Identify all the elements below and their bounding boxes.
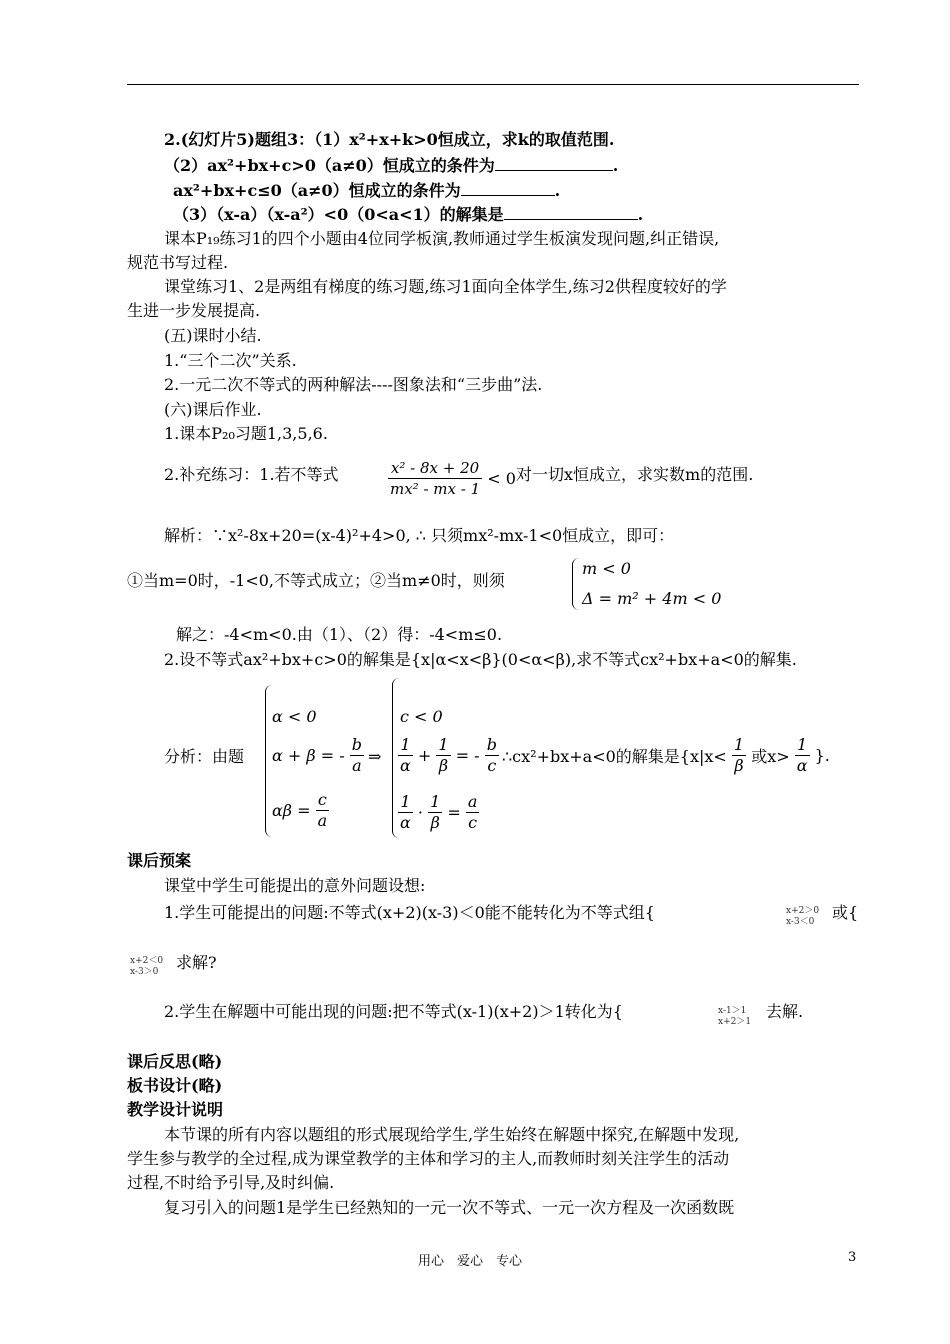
inequality-relation: < 0	[487, 469, 516, 488]
blank-1	[495, 154, 613, 171]
homework-item-1: 1.课本P₂₀习题1,3,5,6.	[164, 424, 328, 443]
case-line: ①当m=0时，-1<0,不等式成立；②当m≠0时，则须	[127, 571, 505, 590]
case-condition-1: m < 0	[582, 559, 631, 578]
fraction-numerator: x² - 8x + 20	[388, 458, 482, 479]
summary-item-1: 1.“三个二次”关系.	[164, 351, 297, 370]
small-system: x+2＞0 x-3＜0	[786, 906, 820, 927]
inequality-fraction	[388, 458, 516, 499]
system-1-row-3: αβ = $\frac{c}{a}$	[272, 790, 328, 830]
page-number: 3	[848, 1250, 857, 1265]
solution-set-line: （3）（x-a）（x-a²）<0（0<a<1）的解集是 .	[173, 205, 644, 224]
case-condition-2: Δ = m² + 4m < 0	[582, 589, 722, 608]
paragraph-line: 本节课的所有内容以题组的形式展现给学生,学生始终在解题中探究,在解题中发现,	[164, 1125, 740, 1144]
paragraph-line: 课堂练习1、2是两组有梯度的练习题,练习1面向全体学生,练习2供程度较好的学	[164, 277, 727, 296]
problem-group-3: 2.(幻灯片5)题组3：（1）x²+x+k>0恒成立，求k的取值范围.	[164, 130, 615, 149]
plan-item-1-end: 求解?	[176, 953, 217, 972]
solution-line: 解之：-4<m<0.由（1）、（2）得：-4<m≤0.	[176, 625, 503, 644]
solution-set-statement: ∴cx²+bx+a<0的解集是{x|x< $\frac{1}{\beta}$ 或x> $\frac{1}{\alpha}$ }.	[502, 735, 830, 775]
plan-item-1-or: 或{	[832, 903, 859, 922]
fraction-denominator: mx² - mx - 1	[390, 480, 481, 498]
paragraph-line: 学生参与教学的全过程,成为课堂教学的主体和学习的主人,而教师时刻关注学生的活动	[127, 1149, 730, 1168]
header-rule	[127, 84, 859, 85]
implies-arrow: ⇒	[368, 747, 382, 766]
plan-intro: 课堂中学生可能提出的意外问题设想:	[164, 876, 426, 895]
section-5-heading: (五)课时小结.	[164, 326, 262, 345]
small-system: x-1＞1 x+2＞1	[718, 1006, 752, 1027]
condition-line-2: ax²+bx+c≤0（a≠0）恒成立的条件为 .	[173, 181, 561, 200]
problem-2: 2.设不等式ax²+bx+c>0的解集是{x|α<x<β}(0<α<β),求不等式cx²+bx+a<0的解集.	[164, 650, 797, 669]
heading-post-class-plan: 课后预案	[127, 851, 192, 870]
system-2-row-2: $\frac{1}{\alpha}$ + $\frac{1}{\beta}$ = - $\frac{b}{c}$	[400, 735, 497, 775]
summary-item-2: 2.一元二次不等式的两种解法----图象法和“三步曲”法.	[164, 375, 543, 394]
section-6-heading: (六)课后作业.	[164, 400, 262, 419]
paragraph-line: 规范书写过程.	[127, 253, 229, 272]
small-system: x+2＜0 x-3＞0	[130, 956, 164, 977]
blank-3	[504, 203, 638, 220]
plan-item-1: 1.学生可能提出的问题:不等式(x+2)(x-3)＜0能不能转化为不等式组{	[164, 903, 655, 922]
paragraph-line: 生进一步发展提高.	[127, 301, 261, 320]
brace	[572, 558, 579, 610]
system-2-row-3: $\frac{1}{\alpha}$ · $\frac{1}{\beta}$ = $\frac{a}{c}$	[400, 792, 478, 832]
analysis-label: 分析：由题	[164, 747, 245, 766]
system-2-row-1: c < 0	[400, 707, 443, 726]
brace	[265, 685, 272, 837]
supplement-exercise-label: 2.补充练习：1.若不等式	[164, 465, 339, 484]
system-1-row-1: α < 0	[272, 707, 317, 726]
plan-item-2: 2.学生在解题中可能出现的问题:把不等式(x-1)(x+2)＞1转化为{	[164, 1002, 623, 1021]
paragraph-line: 过程,不时给予引导,及时纠偏.	[127, 1173, 335, 1192]
supplement-exercise-text: 对一切x恒成立，求实数m的范围.	[516, 465, 754, 484]
heading-reflection: 课后反思(略)	[127, 1052, 223, 1071]
blank-2	[461, 179, 555, 196]
system-1-row-2: α + β = - $\frac{b}{a}$	[272, 735, 362, 775]
analysis-line: 解析：∵x²-8x+20=(x-4)²+4>0, ∴ 只须mx²-mx-1<0恒成立，即可：	[164, 526, 675, 545]
paragraph-line: 课本P₁₉练习1的四个小题由4位同学板演,教师通过学生板演发现问题,纠正错误,	[164, 229, 720, 248]
footer-motto: 用心 爱心 专心	[418, 1254, 523, 1269]
paragraph-line: 复习引入的问题1是学生已经熟知的一元一次不等式、一元一次方程及一次函数既	[164, 1198, 735, 1217]
heading-board-design: 板书设计(略)	[127, 1076, 223, 1095]
heading-design-notes: 教学设计说明	[127, 1100, 224, 1119]
plan-item-2-end: 去解.	[766, 1002, 804, 1021]
condition-line-1: （2）ax²+bx+c>0（a≠0）恒成立的条件为 .	[164, 156, 619, 175]
